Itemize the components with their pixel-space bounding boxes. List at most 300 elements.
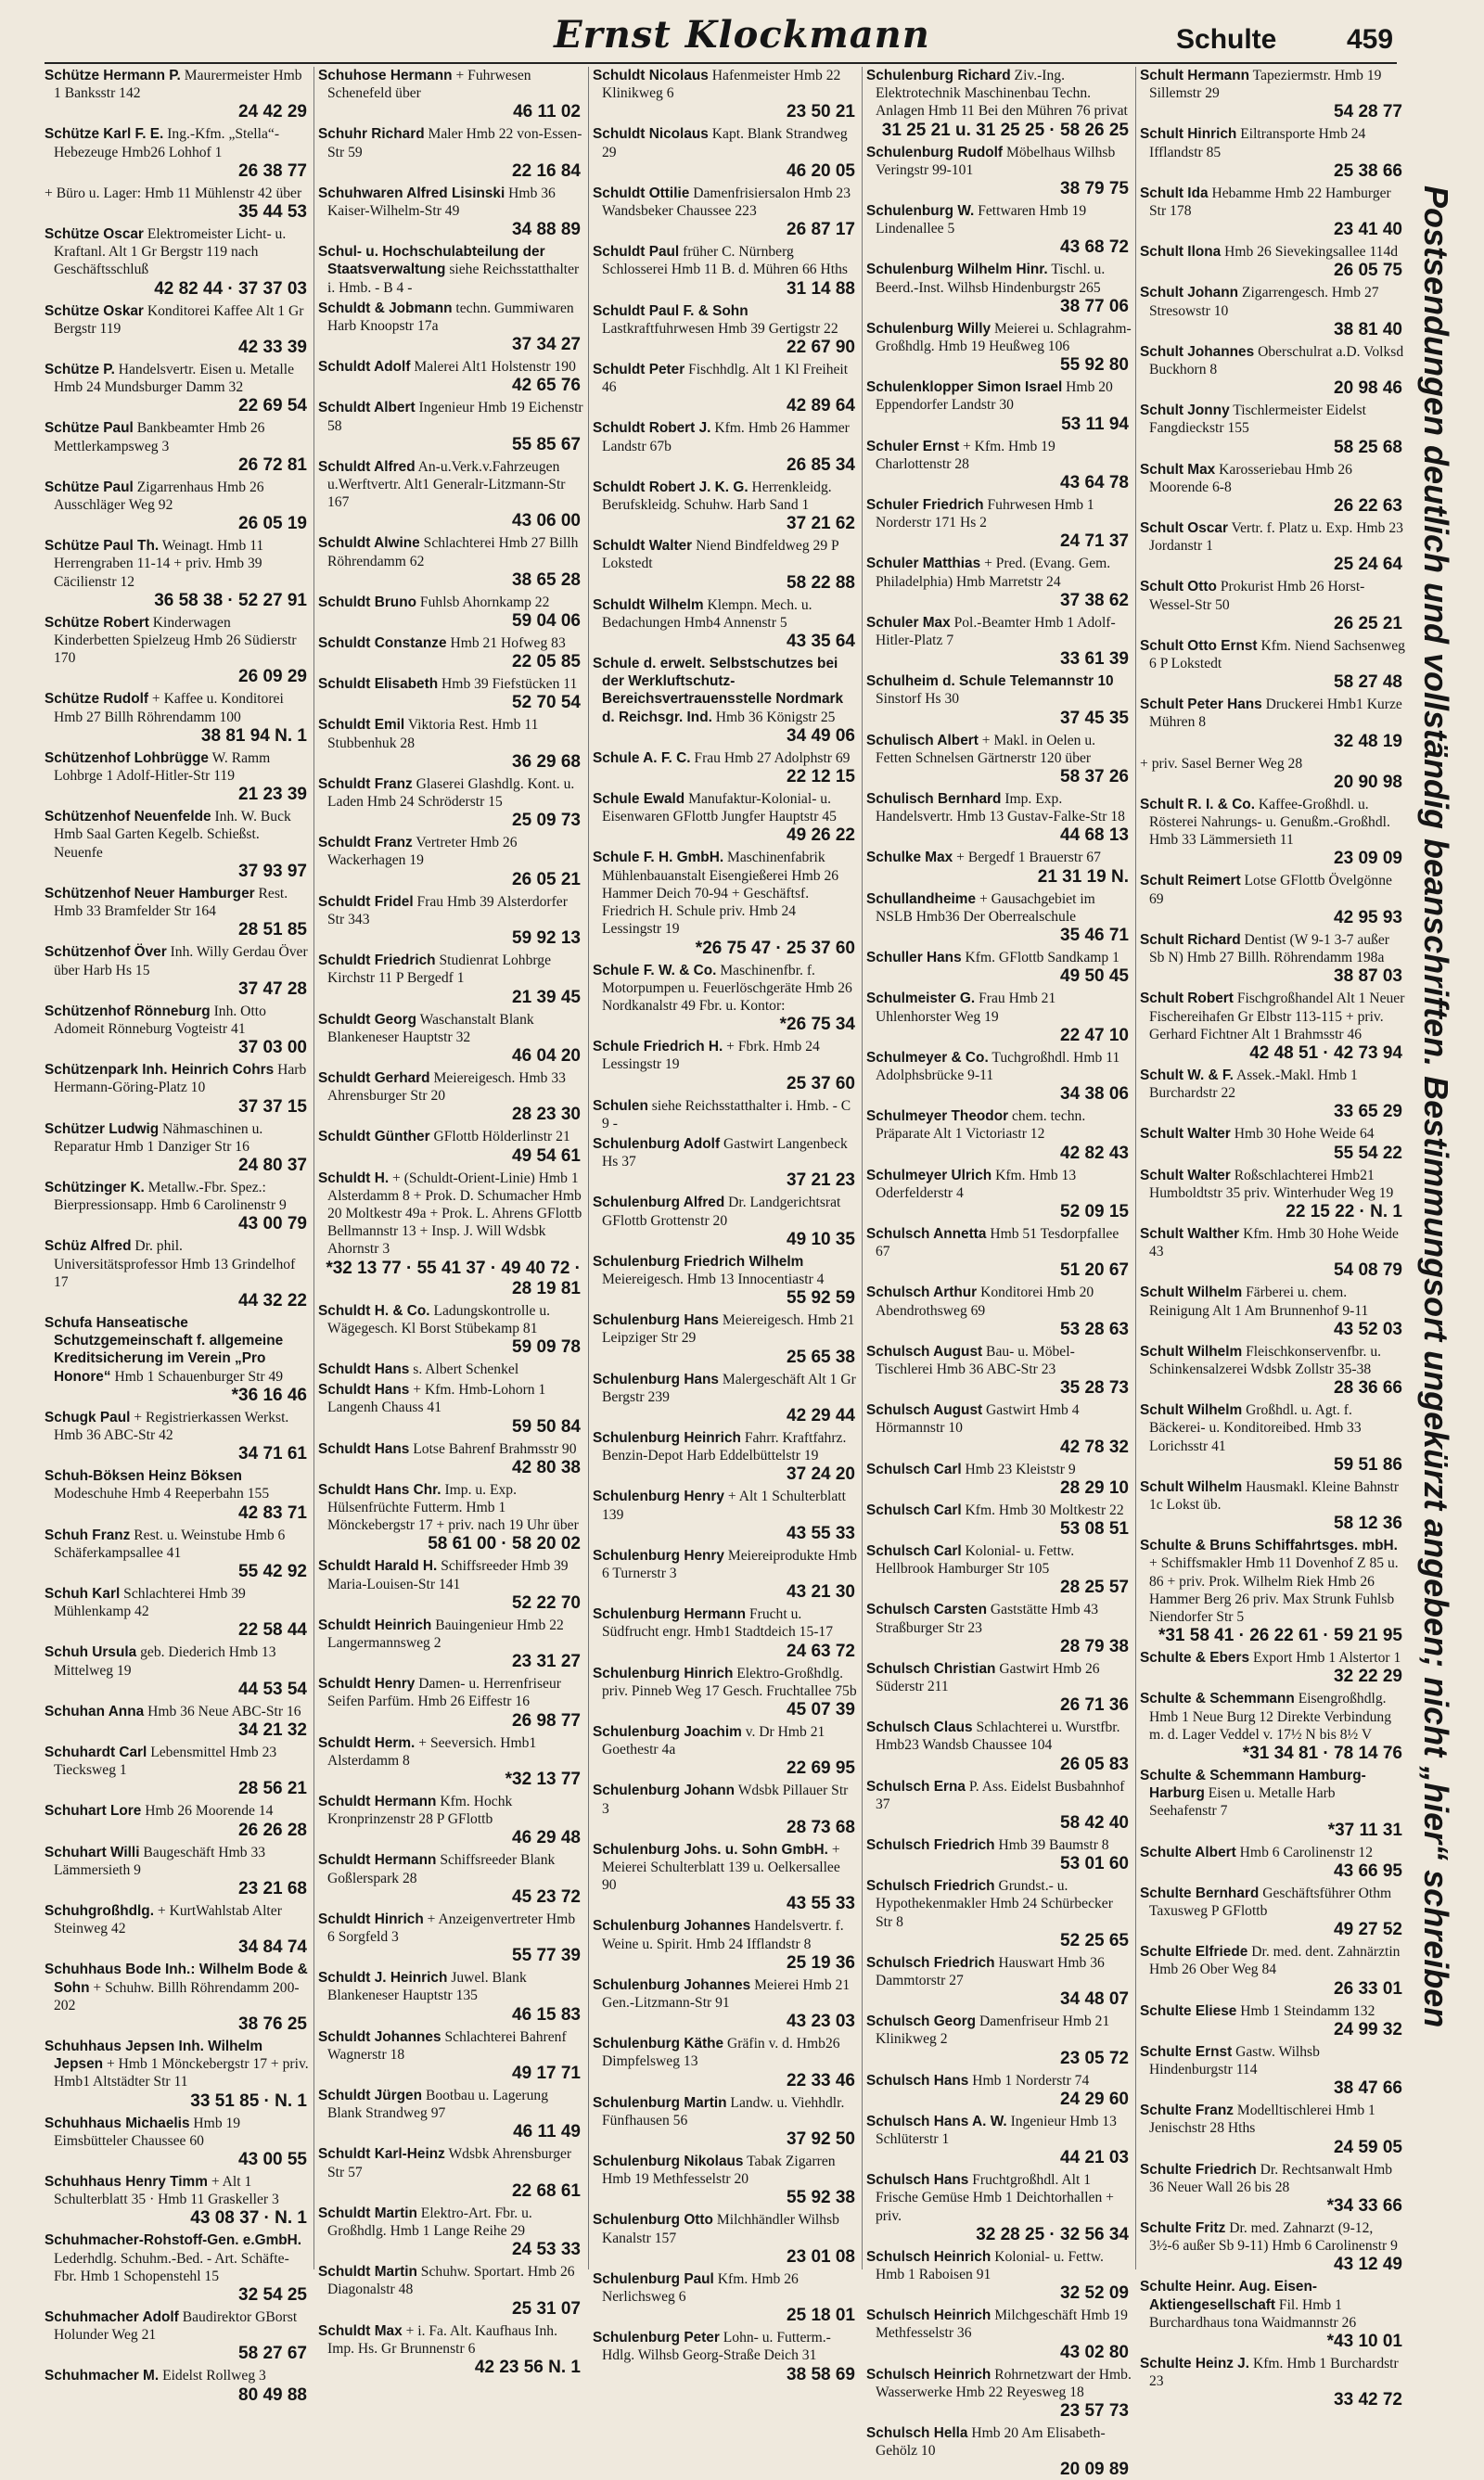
column-2 [318,67,583,2378]
entry-details: Schlachterei Hmb 27 Billh Röhrendamm 62 [327,535,579,569]
entry-details: Bootbau u. Lagerung Blank Strandweg 97 [327,2088,549,2122]
entry-name: Schufa Hanseatische Schutzgemeinschaft f. allgemeine Kreditsicherung im Verein „Pro Honore“ [45,1314,284,1385]
directory-entry [593,1976,858,2032]
entry-name: Schulenburg Martin [593,2094,727,2111]
entry-name: Schuler Friedrich [866,497,984,514]
entry-name: Schulte Heinr. Aug. Eisen-Aktiengesellschaft [1140,2279,1317,2313]
entry-name: Schuldt Wilhelm [593,596,704,613]
entry-phone: 55 54 22 [1334,1143,1402,1163]
entry-details: Harb Hermann-Göring-Platz 10 [54,1062,307,1096]
entry-name: Schuldt Harald H. [318,1558,438,1575]
directory-entry [593,1311,858,1367]
entry-phone: 23 50 21 [787,102,855,122]
entry-phone: 37 37 15 [238,1096,307,1117]
entry-name: Schulte Fritz [1140,2220,1226,2237]
directory-entry [318,594,583,632]
directory-entry [866,1343,1132,1399]
entry-name: Schult Robert [1140,991,1234,1007]
directory-entry [593,2270,858,2326]
entry-name: Schulenburg Rudolf [866,144,1004,160]
entry-phone: 42 83 71 [238,1502,307,1523]
directory-entry [318,1617,583,1672]
entry-phone: 38 81 40 [1334,319,1402,339]
entry-name: Schulenburg Hans [593,1312,719,1329]
entry-details: geb. Diederich Hmb 13 Mittelweg 19 [54,1644,276,1679]
directory-entry [318,2145,583,2201]
entry-name: Schulenburg Heinrich [593,1429,741,1446]
entry-details: Hmb 51 Tesdorpfallee 67 [876,1225,1119,1260]
entry-details: Druckerei Hmb1 Kurze Mühren 8 [1149,697,1402,731]
entry-details: Zigarrenhaus Hmb 26 Ausschläger Weg 92 [54,479,264,514]
directory-entry [866,1401,1132,1457]
entry-name: Schulsch Christian [866,1660,996,1677]
entry-phone: 43 52 03 [1334,1319,1402,1339]
entry-phone: 45 23 72 [512,1886,581,1907]
entry-details: Schiffsreeder Blank Goßlerspark 28 [327,1852,556,1886]
entry-details: Kolonial- u. Fettw. Hmb 1 Raboisen 91 [876,2248,1104,2283]
page-number: 459 [1347,24,1394,55]
entry-name: Schulte Albert [1140,1844,1236,1860]
entry-phone: 43 55 33 [787,1523,855,1543]
entry-phone: 38 58 69 [787,2364,855,2384]
directory-entry [593,1371,858,1426]
directory-entry [318,1011,583,1067]
directory-entry [866,614,1132,670]
entry-phone: 33 61 39 [1060,649,1129,670]
entry-phone: 24 59 05 [1334,2137,1402,2157]
entry-phone: 37 21 62 [787,514,855,534]
entry-name: Schuldt Alfred [318,458,416,475]
entry-phone: 24 71 37 [1060,531,1129,552]
entry-phone: 34 49 06 [787,725,855,746]
entry-details: Vertreter Hmb 26 Wackerhagen 19 [327,835,518,869]
entry-details: Waschanstalt Blank Blankeneser Hauptstr 32 [327,1011,534,1045]
entry-phone: 44 32 22 [238,1290,307,1310]
entry-details: Hmb 1 Steindamm 132 [1240,2002,1375,2019]
directory-entry [866,1877,1132,1951]
entry-details: Hmb 36 Kaiser-Wilhelm-Str 49 [327,185,556,220]
directory-entry [866,378,1132,434]
directory-entry [318,1128,583,1166]
entry-name: Schuh Ursula [45,1644,137,1661]
directory-entry [593,962,858,1036]
directory-entry [45,690,310,746]
entry-name: Schuldt Robert J. [593,420,711,437]
directory-entry [1140,2161,1405,2217]
entry-details: Kfm. Hmb 26 Hammer Landstr 67b [602,420,850,454]
entry-details: Rest. Hmb 33 Bramfelder Str 164 [54,885,288,920]
entry-details: Malergeschäft Alt 1 Gr Bergstr 239 [602,1371,856,1405]
directory-entry [866,1542,1132,1598]
directory-entry [45,479,310,534]
entry-name: Schulsch Annetta [866,1225,987,1242]
entry-name: Schullandheime [866,890,977,907]
entry-name: Schütze Oscar [45,226,144,243]
entry-details: + Alt 1 Schulterblatt 35 · Hmb 11 Graskeller 3 [54,2174,279,2208]
entry-details: Hmb 1 Norderstr 74 [972,2072,1090,2089]
entry-name: Schuldt Emil [318,717,405,734]
entry-details: Hebamme Hmb 22 Hamburger Str 178 [1149,185,1391,220]
directory-entry [318,952,583,1007]
entry-details: Landw. u. Viehhdlr. Fünfhausen 56 [602,2094,845,2128]
entry-name: Schulsch Claus [866,1719,973,1736]
entry-phone: 28 51 85 [238,920,307,940]
entry-name: Schulsch August [866,1343,983,1360]
entry-phone: 42 82 44 · 37 37 03 [154,278,307,299]
directory-entry [45,1703,310,1741]
entry-phone: 58 22 88 [787,572,855,593]
entry-details: Kapt. Blank Strandweg 29 [602,126,848,160]
entry-phone: 25 18 01 [787,2306,855,2326]
directory-entry [866,2366,1132,2422]
entry-details: + Fbrk. Hmb 24 Lessingstr 19 [602,1039,820,1073]
entry-phone: 26 85 34 [787,454,855,475]
directory-entry [318,1302,583,1358]
entry-details: Kfm. Hmb 13 Oderfelderstr 4 [876,1167,1077,1201]
entry-phone: 26 25 21 [1334,613,1402,633]
entry-details: Frucht u. Südfrucht engr. Hmb1 Stadtdeich 15-17 [602,1606,834,1641]
entry-phone: 22 33 46 [787,2070,855,2090]
directory-entry [593,185,858,240]
entry-details: Export Hmb 1 Alstertor 1 [1252,1650,1401,1667]
entry-phone: 26 22 63 [1334,496,1402,517]
entry-name: Schulenburg Hans [593,1371,719,1387]
directory-entry [45,1003,310,1058]
entry-name: Schützenhof Lohbrügge [45,749,209,766]
directory-entry [593,596,858,652]
entry-phone: 42 23 56 N. 1 [474,2358,581,2378]
entry-details: Wdsbk Pillauer Str 3 [602,1783,849,1817]
entry-details: Malerei Alt1 Holstenstr 190 [414,359,576,376]
entry-details: Eidelst Rollweg 3 [162,2368,266,2384]
directory-entry [45,1961,310,2035]
entry-name: Schul- u. Hochschulabteilung der Staatsverwaltung [318,244,545,278]
entry-name: Schulenburg Willy [866,320,991,337]
entry-phone: 34 88 89 [512,220,581,240]
entry-phone: 58 12 36 [1334,1514,1402,1534]
directory-entry [866,1284,1132,1339]
entry-name: Schuldt Ottilie [593,185,690,201]
directory-entry [1140,931,1405,987]
directory-entry [45,2115,310,2170]
entry-phone: 52 22 70 [512,1592,581,1613]
entry-details: Elektro-Art. Fbr. u. Großhdlg. Hmb 1 Lange Reihe 29 [327,2205,532,2240]
entry-phone: 55 77 39 [512,1946,581,1966]
entry-phone: 58 37 26 [1060,767,1129,787]
entry-details: Ziv.-Ing. Elektrotechnik Maschinenbau Techn. Anlagen Hmb 11 Bei den Mühren 76 privat [876,68,1128,120]
entry-details: Sinstorf Hs 30 [876,691,960,708]
entry-details: Hmb 26 Sievekingsallee 114d [1224,244,1399,261]
entry-phone: 23 21 68 [238,1879,307,1898]
directory-entry [593,125,858,181]
directory-entry [318,1911,583,1966]
entry-name: Schützer Ludwig [45,1120,160,1137]
directory-entry [866,2424,1132,2480]
entry-name: Schuldt Max [318,2322,403,2339]
directory-entry [866,732,1132,787]
entry-details: Gastwirt Hmb 4 Hörmannstr 10 [876,1402,1080,1437]
entry-name: Schütze Paul [45,479,134,495]
entry-phone: *31 34 81 · 78 14 76 [1242,1743,1402,1763]
entry-name: Schützinger K. [45,1179,145,1195]
entry-details: Großhdl. u. Agt. f. Bäckerei- u. Konditoreibed. Hmb 33 Lorichsstr 41 [1149,1402,1362,1454]
directory-entry [593,1097,858,1132]
entry-name: Schule F. W. & Co. [593,962,717,978]
entry-name: Schult Walter [1140,1167,1231,1183]
entry-details: Hmb 23 Kleiststr 9 [965,1461,1076,1477]
directory-entry [593,1841,858,1915]
entry-name: Schulmeyer Theodor [866,1108,1009,1125]
entry-details: Modelltischlerei Hmb 1 Jenischstr 28 Hths [1149,2103,1375,2137]
directory-entry [866,261,1132,316]
entry-details: Inh. W. Buck Hmb Saal Garten Kegelb. Schießst. Neuenfe [54,809,291,861]
entry-phone: 23 57 73 [1060,2401,1129,2422]
entry-name: Schuldt Martin [318,2264,417,2281]
entry-phone: 28 36 66 [1334,1378,1402,1399]
entry-phone: 36 58 38 · 52 27 91 [154,590,307,610]
entry-name: Schulte & Bruns Schiffahrtsges. mbH. [1140,1538,1398,1554]
entry-details: + (Schuldt-Orient-Linie) Hmb 1 Alsterdamm 8 + Prok. D. Schumacher Hmb 20 Moltkestr 49a + Prok. L. Ahrens GFlottb Bellmannstr 13 + Insp. J. Will Wdsbk Ahornstr 3 [327,1170,582,1258]
entry-phone: 43 21 30 [787,1582,855,1603]
directory-entry [318,1170,583,1299]
entry-name: Schuhmacher-Rohstoff-Gen. e.GmbH. [45,2232,302,2249]
entry-name: Schult Otto Ernst [1140,637,1258,654]
entry-phone: 52 70 54 [512,693,581,713]
directory-entry [45,419,310,475]
entry-details: Roßschlachterei Hmb21 Humboldtstr 35 priv. Winterhuder Weg 19 [1149,1167,1394,1201]
entry-details: Geschäftsführer Othm Taxusweg P GFlottb [1149,1885,1392,1919]
entry-details: Inh. Otto Adomeit Rönneburg Vogteistr 41 [54,1003,266,1037]
entry-details: Gastwirt Hmb 26 Süderstr 211 [876,1660,1100,1694]
entry-details: Tischlermeister Eidelst Fangdieckstr 155 [1149,403,1366,437]
entry-details: Kfm. Hmb 30 Hohe Weide 43 [1149,1225,1399,1260]
entry-name: Schütze Hermann P. [45,68,181,83]
directory-entry [1140,519,1405,575]
entry-phone: 37 34 27 [512,335,581,355]
entry-name: Schulsch Carl [866,1461,962,1477]
entry-name: Schütze Rudolf [45,691,149,708]
entry-details: v. Dr Hmb 21 Goethestr 4a [602,1723,825,1758]
directory-entry [45,67,310,122]
directory-entry [45,1902,310,1958]
entry-phone: 32 52 09 [1060,2283,1129,2304]
entry-phone: *34 33 66 [1326,2196,1402,2217]
entry-details: Maschinenfbr. f. Motorpumpen u. Feuerlöschgeräte Hmb 26 Nordkanalstr 49 Fbr. u. Kontor: [602,962,852,1014]
entry-name: Schulte Bernhard [1140,1885,1260,1901]
entry-details: Lotse Bahrenf Brahmsstr 90 [413,1440,577,1457]
entry-details: Hmb 20 Eppendorfer Landstr 30 [876,379,1113,414]
entry-details: Meierei u. Schlagrahm-Großhdlg. Hmb 19 Heußweg 106 [876,320,1132,355]
entry-details: Fuhrwesen Hmb 1 Norderstr 171 Hs 2 [876,497,1094,531]
entry-details: Bankbeamter Hmb 26 Mettlerkampsweg 3 [54,420,265,454]
entry-details: Eisengroßhdlg. Hmb 1 Neue Burg 12 Direkte Verbindung m. d. Lager Veddel v. 17½ N bis 8½ V [1149,1691,1392,1743]
entry-name: Schuldt Adolf [318,359,411,376]
directory-entry [318,358,583,396]
entry-details: Dr. phil. Universitätsprofessor Hmb 13 Grindelhof 17 [54,1238,296,1290]
directory-entry [1140,67,1405,122]
entry-phone: 43 00 55 [238,2150,307,2170]
entry-details: Lotse GFlottb Övelgönne 69 [1149,873,1392,907]
directory-entry [593,361,858,416]
directory-entry [866,1954,1132,2010]
entry-name: Schuldt Hans [318,1361,410,1377]
directory-entry [866,496,1132,552]
directory-entry [1140,125,1405,181]
directory-entry [318,716,583,772]
directory-entry [593,1782,858,1837]
column-5 [1140,67,1405,2410]
entry-details: Hmb 1 Schauenburger Str 49 [114,1368,284,1385]
entry-details: + Schuhw. Billh Röhrendamm 200-202 [54,1979,300,2013]
entry-details: Inh. Willy Gerdau Över über Harb Hs 15 [54,944,308,978]
entry-details: Imp. Exp. Handelsvertr. Hmb 13 Gustav-Falke-Str 18 [876,791,1125,825]
entry-phone: 37 45 35 [1060,708,1129,728]
entry-phone: 28 25 57 [1060,1578,1129,1598]
directory-entry [1140,402,1405,457]
entry-phone: 22 12 15 [787,767,855,787]
directory-entry [318,125,583,181]
entry-name: Schulenburg Alfred [593,1195,725,1211]
entry-details: + Registrierkassen Werkst. Hmb 36 ABC-Str 42 [54,1409,289,1443]
entry-phone: 28 73 68 [787,1817,855,1837]
entry-phone: 46 29 48 [512,1828,581,1848]
entry-details: Kfm. Hochk Kronprinzenstr 28 P GFlottb [327,1793,513,1828]
directory-entry [866,1461,1132,1499]
entry-phone: 38 47 66 [1334,2078,1402,2099]
entry-name: Schult Reimert [1140,873,1241,889]
entry-name: Schult Walter [1140,1126,1231,1143]
directory-entry [318,1969,583,2025]
directory-entry [1140,284,1405,339]
header-rule [45,62,1397,64]
entry-name: Schulenburg Joachim [593,1723,742,1740]
entry-phone: 26 33 01 [1334,1978,1402,1999]
entry-phone: 38 77 06 [1060,296,1129,316]
directory-entry [866,1660,1132,1716]
entry-details: + Schiffsmakler Hmb 11 Dovenhof Z 85 u. 86 + priv. Prok. Wilhelm Riek Hmb 26 Hammer Berg 26 priv. Max Strunk Fuhlsb Niendorfer Str 5 [1149,1555,1399,1625]
entry-details: Dentist (W 9-1 3-7 außer Sb N) Hmb 27 Billh. Röhrendamm 198a [1149,931,1389,966]
entry-name: Schuldt Hermann [318,1852,437,1869]
entry-name: Schulisch Albert [866,732,979,748]
entry-phone: 42 48 51 · 42 73 94 [1249,1042,1402,1063]
entry-phone: 31 14 88 [787,278,855,299]
directory-entry [1140,185,1405,240]
entry-phone: 43 00 79 [238,1214,307,1234]
entry-phone: 37 21 23 [787,1170,855,1191]
entry-name: Schuldt Fridel [318,893,414,910]
entry-phone: 24 80 37 [238,1155,307,1175]
directory-entry [45,614,310,688]
entry-phone: 43 68 72 [1060,237,1129,258]
directory-entry [1140,2355,1405,2410]
entry-phone: 46 11 02 [513,102,581,122]
entry-phone: 42 65 76 [512,376,581,396]
entry-details: + i. Fa. Alt. Kaufhaus Inh. Imp. Hs. Gr Brunnenstr 6 [327,2322,557,2357]
entry-name: Schuhhaus Jepsen Inh. Wilhelm Jepsen [45,2039,263,2073]
entry-details: Bau- u. Möbel-Tischlerei Hmb 36 ABC-Str 23 [876,1343,1075,1377]
entry-phone: *37 11 31 [1327,1820,1402,1840]
column-divider [313,67,314,2269]
entry-name: Schulheim d. Schule Telemannstr 10 [866,673,1114,690]
directory-entry [318,1675,583,1731]
header-word: Schulte [1176,24,1277,55]
entry-details: Fruchtgroßhdl. Alt 1 Frische Gemüse Hmb 1 Deichtorhallen + priv. [876,2172,1114,2224]
entry-details: Handelsvertr. f. Weine u. Spirit. Hmb 24 Ifflandstr 8 [602,1918,844,1952]
directory-entry [1140,2002,1405,2040]
entry-details: Kinderwagen Kinderbetten Spielzeug Hmb 26 Südierstr 170 [54,614,297,667]
entry-details: Hmb 26 Moorende 14 [145,1803,274,1820]
directory-entry [318,893,583,949]
directory-entry [593,655,858,747]
entry-phone: 26 87 17 [787,220,855,240]
entry-phone: 52 09 15 [1060,1201,1129,1221]
entry-name: Schulte Ernst [1140,2043,1233,2060]
entry-details: Lastkraftfuhrwesen Hmb 39 Gertigstr 22 [602,320,838,337]
entry-name: Schult W. & F. [1140,1067,1234,1083]
entry-name: Schuh Karl [45,1585,121,1602]
entry-phone: 58 25 68 [1334,437,1402,457]
entry-details: Hausmakl. Kleine Bahnstr 1c Lokst üb. [1149,1478,1400,1513]
directory-entry [593,1917,858,1973]
directory-entry [45,1643,310,1699]
entry-phone: 28 79 38 [1060,1636,1129,1656]
entry-details: + Pred. (Evang. Gem. Philadelphia) Hmb Marretstr 24 [876,556,1111,590]
directory-columns [45,67,1405,2480]
entry-details: Rohrnetzwart der Hmb. Wasserwerke Hmb 22 Reyesweg 18 [876,2366,1132,2400]
entry-phone: 42 82 43 [1060,1143,1129,1163]
entry-details: Meiereigesch. Hmb 13 Innocentiastr 4 [602,1271,825,1287]
entry-details: + Büro u. Lager: Hmb 11 Mühlenstr 42 über [45,185,302,201]
entry-phone: 37 24 20 [787,1464,855,1485]
entry-phone: 43 35 64 [787,632,855,652]
directory-entry [866,849,1132,887]
entry-details: + Kfm. Hmb-Lohorn 1 Langenh Chauss 41 [327,1382,546,1416]
entry-phone: 31 25 21 u. 31 25 25 · 58 26 25 [881,120,1129,140]
directory-entry [45,1467,310,1523]
entry-phone: 59 50 84 [512,1416,581,1437]
directory-entry [318,534,583,590]
entry-details: Elektro-Großhdlg. priv. Pinneb Weg 17 Gesch. Fruchtallee 75b [602,1665,857,1699]
entry-name: Schulenburg Johannes [593,1976,751,1993]
entry-details: + Meierei Schulterblatt 139 u. Oelkersallee 90 [602,1841,840,1894]
entry-details: Frau Hmb 27 Adolphstr 69 [694,749,851,766]
entry-name: Schuhart Lore [45,1803,142,1820]
entry-details: Tabak Zigarren Hmb 19 Methfesselstr 20 [602,2154,836,2188]
entry-name: Schuldt Franz [318,775,413,792]
directory-entry [45,1527,310,1582]
entry-name: Schulsch Heinrich [866,2307,991,2324]
entry-phone: 55 92 80 [1060,355,1129,376]
entry-phone: 23 31 27 [512,1652,581,1672]
entry-phone: 54 08 79 [1334,1260,1402,1281]
directory-entry [1140,1343,1405,1399]
entry-phone: *32 13 77 · 55 41 37 · 49 40 72 · 28 19 81 [326,1258,581,1298]
entry-name: Schulte & Ebers [1140,1650,1250,1667]
entry-details: Dr. med. dent. Zahnärztin Hmb 26 Ober Weg 84 [1149,1944,1401,1978]
directory-entry [318,399,583,454]
directory-entry [1140,343,1405,399]
entry-details: Schiffsreeder Hmb 39 Maria-Louisen-Str 141 [327,1558,569,1592]
entry-name: Schützenhof Rönneburg [45,1003,211,1019]
entry-name: Schult Wilhelm [1140,1285,1243,1301]
entry-phone: 38 65 28 [512,569,581,590]
entry-details: Lohn- u. Futterm.-Hdlg. Wilhsb Georg-Straße Deich 31 [602,2330,831,2364]
entry-phone: *32 13 77 [505,1769,581,1789]
entry-name: Schult Wilhelm [1140,1343,1243,1360]
entry-phone: 26 72 81 [238,454,307,475]
directory-entry [318,243,583,297]
entry-name: Schult Ilona [1140,244,1222,261]
